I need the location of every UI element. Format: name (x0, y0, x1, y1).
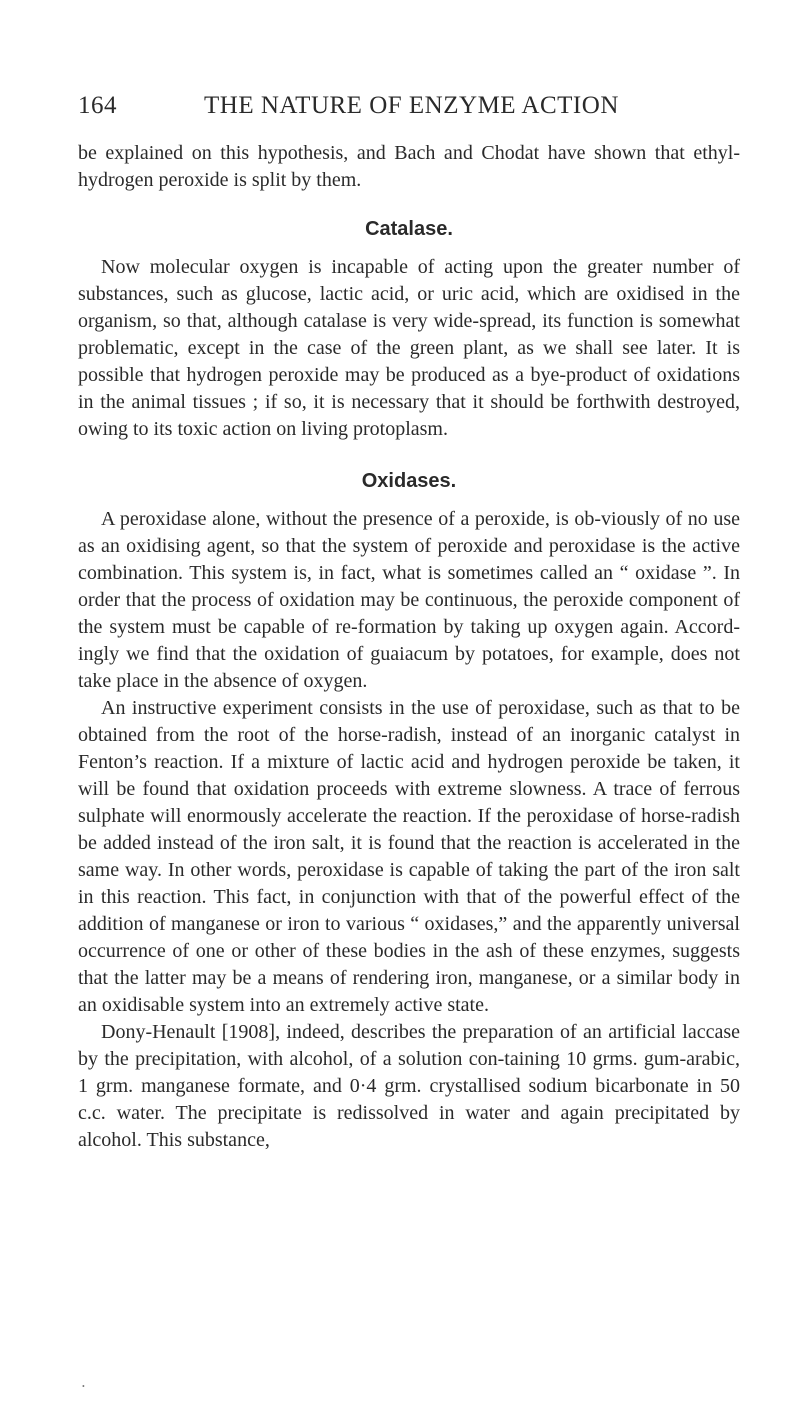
section-heading-catalase: Catalase. (365, 218, 453, 240)
paragraph-catalase: Now molecular oxygen is incapable of acting upon the greater number of substances, such as glucose, lactic acid, or uric acid, which are oxidised in the organism, so that, although catalase is very wide-spread, its function is somewhat problematic, except in the case of the green plant, as we shall see later. It is possible that hydrogen peroxide may be produced as a bye-product of oxidations in the animal tissues ; if so, it is necessary that it should be forthwith destroyed, owing to its toxic action on living protoplasm. (78, 256, 740, 440)
paragraph-continuation: be explained on this hypothesis, and Bach and Chodat have shown that ethyl-hydrogen peroxide is split by them. (78, 142, 740, 191)
paragraph-oxidases-1: A peroxidase alone, without the presence of a peroxide, is ob-viously of no use as an oxidising agent, so that the system of peroxide and peroxidase is the active combination. This system is, in fact, what is sometimes called an “ oxidase ”. In order that the process of oxidation may be continuous, the peroxide component of the system must be capable of re-formation by taking up oxygen again. Accord-ingly we find that the oxidation of guaiacum by potatoes, for example, does not take place in the absence of oxygen. (78, 508, 740, 692)
print-mark: • (82, 1382, 85, 1391)
page-number: 164 (78, 92, 117, 119)
paragraph-oxidases-2: An instructive experiment consists in the use of peroxidase, such as that to be obtained from the root of the horse-radish, instead of an inorganic catalyst in Fenton’s reaction. If a mixture of lactic acid and hydrogen peroxide be taken, it will be found that oxidation proceeds with extreme slowness. A trace of ferrous sulphate will enormously accelerate the reaction. If the peroxidase of horse-radish be added instead of the iron salt, it is found that the reaction is accelerated in the same way. In other words, peroxidase is capable of taking the part of the iron salt in this reaction. This fact, in conjunction with that of the powerful effect of the addition of manganese or iron to various “ oxidases,” and the apparently universal occurrence of one or other of these bodies in the ash of these enzymes, suggests that the latter may be a means of rendering iron, manganese, or a similar body in an oxidisable system into an extremely active state. (78, 697, 740, 1016)
running-title: THE NATURE OF ENZYME ACTION (204, 92, 619, 119)
page-body (78, 140, 740, 1154)
paragraph-oxidases-3: Dony-Henault [1908], indeed, describes the preparation of an artificial laccase by the precipitation, with alcohol, of a solution con-taining 10 grms. gum-arabic, 1 grm. manganese formate, and 0·4 grm. crystallised sodium bicarbonate in 50 c.c. water. The precipitate is redissolved in water and again precipitated by alcohol. This substance, (78, 1021, 740, 1151)
section-heading-oxidases: Oxidases. (361, 470, 457, 492)
running-header (78, 88, 728, 124)
